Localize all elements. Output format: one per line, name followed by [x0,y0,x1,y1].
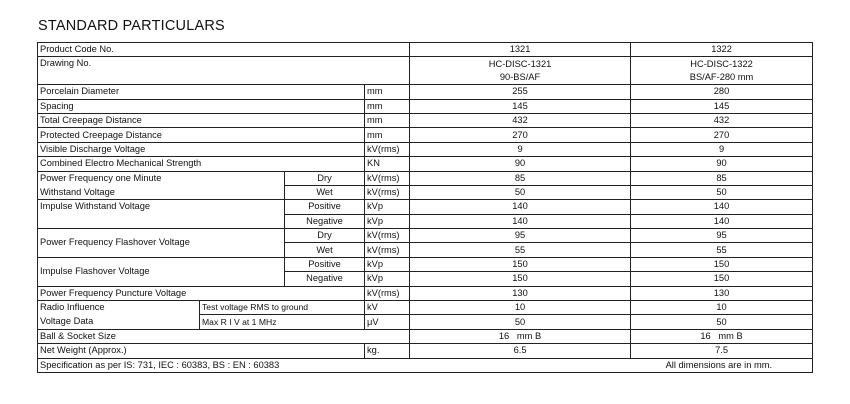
value-1321: 140 [410,214,631,228]
sub-label: Positive [285,257,365,271]
unit-cell: kV(rms) [365,243,410,257]
value-1322: 55 [631,243,813,257]
row-label: Withstand Voltage [38,185,285,199]
row-label: Impulse Flashover Voltage [38,257,285,286]
value-1321: 50 [410,315,631,329]
value-1322: 95 [631,229,813,243]
row-label: Product Code No. [38,43,410,57]
table-row [38,43,813,57]
row-label: Power Frequency Flashover Voltage [38,229,285,258]
table-row [38,171,813,185]
row-label: Protected Creepage Distance [38,128,365,142]
row-label: Combined Electro Mechanical Strength [38,157,365,171]
table-row [38,113,813,127]
table-row [38,99,813,113]
value-1322: 1322 [631,43,813,57]
table-row [38,257,813,271]
table-row [38,85,813,99]
row-label: Spacing [38,99,365,113]
value-1321: 270 [410,128,631,142]
sub-label: Wet [285,185,365,199]
unit-cell: μV [365,315,410,329]
table-row [38,142,813,156]
value-1321: 1321 [410,43,631,57]
table-row [38,200,813,214]
value-1321: 150 [410,272,631,286]
value-1321: 150 [410,257,631,271]
table-row [38,344,813,358]
unit-cell: kV [365,301,410,315]
row-label: Ball & Socket Size [38,329,410,343]
unit-cell: mm [365,128,410,142]
row-label: Porcelain Diameter [38,85,365,99]
value-1321: 85 [410,171,631,185]
value-1321: 140 [410,200,631,214]
value-1322: 280 [631,85,813,99]
row-label: Impulse Withstand Voltage [38,200,285,229]
value-1322: 90 [631,157,813,171]
value-1322: 140 [631,200,813,214]
value-1321: 90-BS/AF [410,71,631,85]
page-title: STANDARD PARTICULARS [38,18,225,34]
sub-label: Max R I V at 1 MHz [200,315,365,329]
value-1322: 432 [631,113,813,127]
sub-label: Test voltage RMS to ground [200,301,365,315]
value-1322: BS/AF-280 mm [631,71,813,85]
value-1322: 145 [631,99,813,113]
value-1321: 16 mm B [410,329,631,343]
sub-label: Dry [285,229,365,243]
row-label: Total Creepage Distance [38,113,365,127]
unit-cell: kVp [365,272,410,286]
value-1321: 10 [410,301,631,315]
table-row [38,128,813,142]
dimensions-note: All dimensions are in mm. [410,358,813,372]
row-label: Radio Influence [38,301,200,315]
sub-label: Wet [285,243,365,257]
row-label: Power Frequency Puncture Voltage [38,286,365,300]
value-1321: 95 [410,229,631,243]
row-label: Net Weight (Approx.) [38,344,365,358]
row-label: Drawing No. [38,57,410,85]
value-1321: 145 [410,99,631,113]
unit-cell: kV(rms) [365,286,410,300]
table-row [38,301,813,315]
value-1321: 9 [410,142,631,156]
value-1322: 140 [631,214,813,228]
value-1321: HC-DISC-1321 [410,57,631,71]
table-row [38,57,813,71]
unit-cell: mm [365,113,410,127]
sub-label: Negative [285,214,365,228]
table-row [38,157,813,171]
sub-label: Positive [285,200,365,214]
unit-cell: mm [365,99,410,113]
table-row [38,329,813,343]
unit-cell: kV(rms) [365,142,410,156]
value-1321: 130 [410,286,631,300]
value-1322: 7.5 [631,344,813,358]
row-label: Voltage Data [38,315,200,329]
value-1322: 16 mm B [631,329,813,343]
unit-cell: kV(rms) [365,229,410,243]
value-1321: 432 [410,113,631,127]
value-1322: 50 [631,315,813,329]
value-1322: HC-DISC-1322 [631,57,813,71]
table-row [38,229,813,243]
row-label: Visible Discharge Voltage [38,142,365,156]
table-row [38,286,813,300]
unit-cell: kg. [365,344,410,358]
value-1321: 90 [410,157,631,171]
value-1321: 6.5 [410,344,631,358]
value-1322: 270 [631,128,813,142]
unit-cell: KN [365,157,410,171]
table-footer-row [38,358,813,372]
value-1321: 55 [410,243,631,257]
value-1322: 150 [631,272,813,286]
unit-cell: mm [365,85,410,99]
value-1322: 9 [631,142,813,156]
value-1322: 10 [631,301,813,315]
sub-label: Negative [285,272,365,286]
value-1321: 255 [410,85,631,99]
unit-cell: kVp [365,257,410,271]
value-1322: 50 [631,185,813,199]
value-1322: 130 [631,286,813,300]
value-1322: 85 [631,171,813,185]
table-row [38,185,813,199]
unit-cell: kVp [365,200,410,214]
value-1322: 150 [631,257,813,271]
standard-particulars-table [37,42,813,373]
unit-cell: kVp [365,214,410,228]
sub-label: Dry [285,171,365,185]
unit-cell: kV(rms) [365,171,410,185]
row-label: Power Frequency one Minute [38,171,285,185]
unit-cell: kV(rms) [365,185,410,199]
table-row [38,315,813,329]
specification-note: Specification as per IS: 731, IEC : 60383, BS : EN : 60383 [38,358,410,372]
value-1321: 50 [410,185,631,199]
